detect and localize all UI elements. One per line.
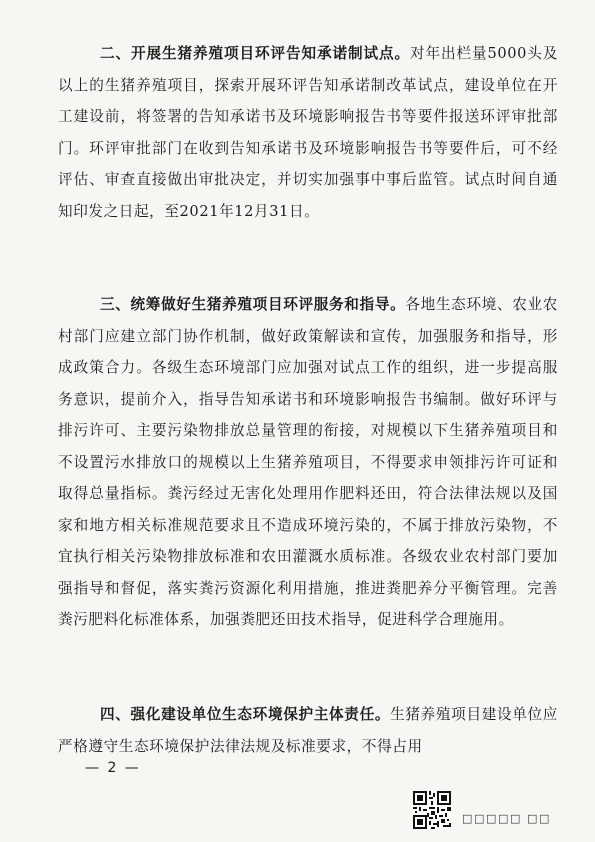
qr-code-icon (413, 791, 451, 829)
section-3-heading: 三、统筹做好生猪养殖项目环评服务和指导。 (100, 296, 406, 313)
section-2-body: 对年出栏量5000头及以上的生猪养殖项目，探索开展环评告知承诺制改革试点，建设单位在开工建设前，将签署的告知承诺书及环境影响报告书等要件报送环评审批部门。环评审批部门在收到告知承诺书及环境影响报告书等要件后，可不经评估、审查直接做出审批决定，并切实加强事中事后监管。试点时间自通知印发之日起，至2021年12月31日。 (58, 45, 558, 220)
page-number: — 2 — (85, 760, 141, 776)
section-2-paragraph (58, 38, 558, 227)
section-4-body: 生猪养殖项目建设单位应严格遵守生态环境保护法律法规及标准要求，不得占用 (58, 706, 558, 755)
section-4-heading: 四、强化建设单位生态环境保护主体责任。 (100, 706, 391, 723)
section-2-heading: 二、开展生猪养殖项目环评告知承诺制试点。 (100, 45, 410, 62)
section-3-body: 各地生态环境、农业农村部门应建立部门协作机制，做好政策解读和宣传，加强服务和指导，形成政策合力。各级生态环境部门应加强对试点工作的组织，进一步提高服务意识，提前介入，指导告知承诺书和环境影响报告书编制。做好环评与排污许可、主要污染物排放总量管理的衔接，对规模以下生猪养殖项目和不设置污水排放口的规模以上生猪养殖项目，不得要求申领排污许可证和取得总量指标。粪污经过无害化处理用作肥料还田，符合法律法规以及国家和地方相关标准规范要求且不造成环境污染的，不属于排放污染物，不宜执行相关污染物排放标准和农田灌溉水质标准。各级农业农村部门要加强指导和督促，落实粪污资源化利用措施，推进粪肥养分平衡管理。完善粪污肥料化标准体系，加强粪肥还田技术指导，促进科学合理施用。 (58, 296, 558, 628)
footer-text: □□□□□ □□ (462, 812, 552, 825)
section-4-paragraph (58, 699, 558, 762)
section-3-paragraph (58, 289, 558, 636)
